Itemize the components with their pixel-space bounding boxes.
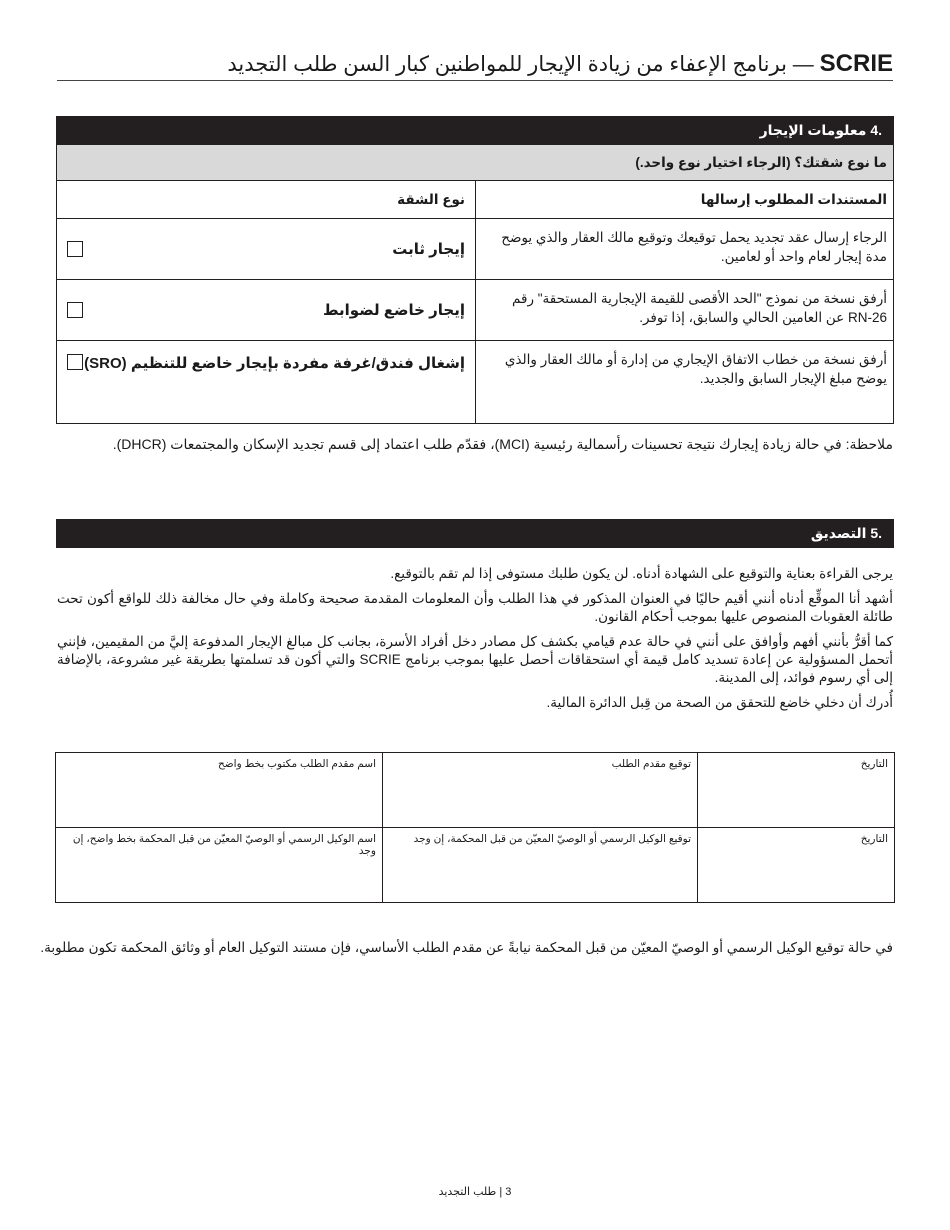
table-row <box>57 341 893 423</box>
rent-info-table <box>56 145 894 424</box>
representative-printed-name-field[interactable] <box>56 828 382 902</box>
cert-paragraph: يرجى القراءة بعناية والتوقيع على الشهادة أدناه. لن يكون طلبك مستوفى إذا لم تقم بالتوقيع. <box>390 566 893 581</box>
type-column-header: نوع الشقة <box>397 191 465 207</box>
representative-date-field[interactable] <box>697 828 894 902</box>
applicant-date-field[interactable] <box>697 753 894 827</box>
rent-controlled-checkbox[interactable] <box>67 302 83 318</box>
required-docs-text: أرفق نسخة من نموذج "الحد الأقصى للقيمة الإيجارية المستحقة" رقم RN-26 عن العامين الحالي والسابق، إذا توفر. <box>475 280 893 340</box>
section-4-header <box>56 116 894 145</box>
applicant-signature-field[interactable] <box>382 753 697 827</box>
fixed-rent-checkbox[interactable] <box>67 241 83 257</box>
field-label: توقيع مقدم الطلب <box>611 758 691 770</box>
apartment-type-question: ما نوع شقتك؟ (الرجاء اختيار نوع واحد.) <box>57 145 893 181</box>
title-text: — برنامج الإعفاء من زيادة الإيجار للمواطنين كبار السن طلب التجديد <box>227 53 814 76</box>
option-label: إشغال فندق/غرفة مفردة بإيجار خاضع للتنظيم (SRO) <box>84 355 465 372</box>
signature-table <box>55 752 895 903</box>
required-docs-text: أرفق نسخة من خطاب الاتفاق الإيجاري من إدارة أو مالك العقار والذي يوضح مبلغ الإيجار السابق والجديد. <box>475 341 893 423</box>
field-label: توقيع الوكيل الرسمي أو الوصيّ المعيّن من قبل المحكمة، إن وجد <box>413 833 691 845</box>
page-footer: 3 | طلب التجديد <box>438 1186 512 1198</box>
power-of-attorney-note: في حالة توقيع الوكيل الرسمي أو الوصيّ المعيّن من قبل المحكمة نيابةً عن مقدم الطلب الأساسي، فإن مستند التوكيل العام أو وثائق المحكمة تكون مطلوبة. <box>40 940 893 955</box>
table-row <box>57 280 893 341</box>
applicant-printed-name-field[interactable] <box>56 753 382 827</box>
apartment-type-option <box>57 341 475 423</box>
table-header-row <box>57 181 893 219</box>
cert-paragraph: كما أقرُّ بأنني أفهم وأوافق على أنني في حالة عدم قيامي بكشف كل مصادر دخل أفراد الأسرة، بجانب كل مبالغ الإيجار المدفوعة إليَّ من المقيمين، فإنني أتحمل المسؤولية عن إعادة تسديد كامل قيمة أي استحقاقات أحصل عليها بموجب برنامج SCRIE والتي أكون قد تسلمتها بطريقة غير مشروعة، بالإضافة إلى أي رسوم فوائد، إلى المدينة. <box>57 634 893 685</box>
cert-paragraph: أشهد أنا الموقِّع أدناه أنني أقيم حاليًا في العنوان المذكور في هذا الطلب وأن المعلومات المقدمة صحيحة وكاملة وفي حال مخالفة ذلك للواقع أكون تحت طائلة العقوبات المنصوص عليها بموجب أحكام القانون. <box>57 591 893 624</box>
section-5-header <box>56 519 894 548</box>
page-header <box>57 46 893 81</box>
mci-note: ملاحظة: في حالة زيادة إيجارك نتيجة تحسينات رأسمالية رئيسية (MCI)، فقدّم طلب اعتماد إلى قسم تجديد الإسكان والمجتمعات (DHCR). <box>112 436 893 452</box>
applicant-signature-row <box>56 753 894 827</box>
field-label: التاريخ <box>860 833 888 845</box>
page-title <box>227 50 893 78</box>
option-label: إيجار خاضع لضوابط <box>322 302 465 319</box>
representative-signature-row <box>56 827 894 902</box>
field-label: اسم الوكيل الرسمي أو الوصيّ المعيّن من قبل المحكمة بخط واضح، إن وجد <box>72 833 376 857</box>
cert-paragraph: أُدرك أن دخلي خاضع للتحقق من الصحة من قِبل الدائرة المالية. <box>546 695 893 710</box>
section-5-title: .5 التصديق <box>810 525 882 541</box>
representative-signature-field[interactable] <box>382 828 697 902</box>
field-label: اسم مقدم الطلب مكتوب بخط واضح <box>217 758 376 770</box>
required-docs-text: الرجاء إرسال عقد تجديد يحمل توقيعك وتوقيع مالك العقار والذي يوضح مدة إيجار لعام واحد أو لعامين. <box>475 219 893 279</box>
apartment-type-option <box>57 280 475 340</box>
field-label: التاريخ <box>860 758 888 770</box>
option-label: إيجار ثابت <box>392 241 465 258</box>
section-4-title: .4 معلومات الإيجار <box>759 122 882 138</box>
table-row <box>57 219 893 280</box>
apartment-type-option <box>57 219 475 279</box>
certification-text <box>57 565 893 719</box>
sro-checkbox[interactable] <box>67 354 83 370</box>
brand-name: SCRIE <box>819 50 893 77</box>
docs-column-header: المستندات المطلوب إرسالها <box>475 181 893 218</box>
